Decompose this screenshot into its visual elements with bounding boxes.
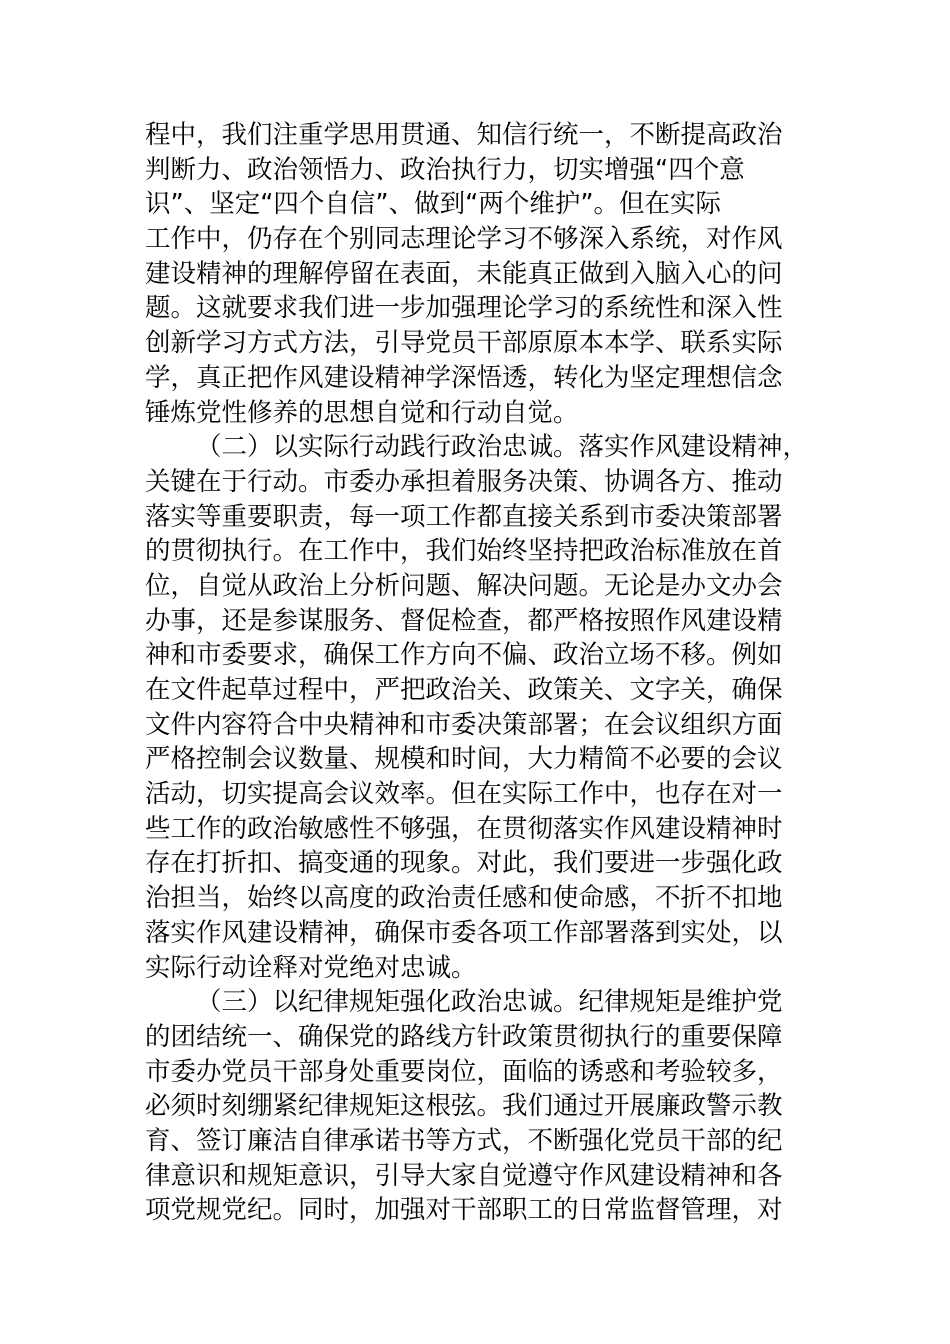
text-line: 严格控制会议数量、规模和时间，大力精简不必要的会议 [145, 744, 783, 775]
text-line: 律意识和规矩意识，引导大家自觉遵守作风建设精神和各 [145, 1160, 783, 1191]
text-line: 位，自觉从政治上分析问题、解决问题。无论是办文办会 [145, 570, 783, 601]
text-line: 活动，切实提高会议效率。但在实际工作中，也存在对一 [145, 779, 783, 810]
text-line: 工作中，仍存在个别同志理论学习不够深入系统，对作风 [145, 224, 783, 255]
text-line: 落实作风建设精神，确保市委各项工作部署落到实处，以 [145, 917, 783, 948]
text-line: 必须时刻绷紧纪律规矩这根弦。我们通过开展廉政警示教 [145, 1091, 783, 1122]
text-line: 的贯彻执行。在工作中，我们始终坚持把政治标准放在首 [145, 536, 783, 567]
text-line: 识”、坚定“四个自信”、做到“两个维护”。但在实际 [145, 189, 722, 220]
text-line: 程中，我们注重学思用贯通、知信行统一，不断提高政治 [145, 120, 783, 150]
text-line: 落实等重要职责，每一项工作都直接关系到市委决策部署 [145, 501, 783, 532]
text-line: 治担当，始终以高度的政治责任感和使命感，不折不扣地 [145, 883, 783, 914]
text-line: 市委办党员干部身处重要岗位，面临的诱惑和考验较多， [145, 1056, 783, 1087]
text-line: 学，真正把作风建设精神学深悟透，转化为坚定理想信念 [145, 362, 783, 393]
text-line: 神和市委要求，确保工作方向不偏、政治立场不移。例如 [145, 640, 783, 671]
text-line: 建设精神的理解停留在表面，未能真正做到入脑入心的问 [145, 258, 783, 289]
body-text [145, 118, 835, 1228]
section-heading-line: （三）以纪律规矩强化政治忠诚。纪律规矩是维护党 [196, 987, 783, 1018]
text-line: 锤炼党性修养的思想自觉和行动自觉。 [145, 397, 579, 428]
text-line: 文件内容符合中央精神和市委决策部署；在会议组织方面 [145, 709, 783, 740]
text-line: 判断力、政治领悟力、政治执行力，切实增强“四个意 [145, 154, 745, 185]
text-line: 办事，还是参谋服务、督促检查，都严格按照作风建设精 [145, 605, 783, 636]
text-line: 些工作的政治敏感性不够强，在贯彻落实作风建设精神时 [145, 813, 783, 844]
text-line: 的团结统一、确保党的路线方针政策贯彻执行的重要保障 [145, 1021, 783, 1052]
text-line: 存在打折扣、搞变通的现象。对此，我们要进一步强化政 [145, 848, 783, 879]
text-line: 题。这就要求我们进一步加强理论学习的系统性和深入性 [145, 293, 783, 324]
section-heading-line: （二）以实际行动践行政治忠诚。落实作风建设精神， [196, 432, 809, 463]
text-line: 育、签订廉洁自律承诺书等方式，不断强化党员干部的纪 [145, 1125, 783, 1156]
text-line: 项党规党纪。同时，加强对干部职工的日常监督管理，对 [145, 1195, 783, 1226]
text-line: 在文件起草过程中，严把政治关、政策关、文字关，确保 [145, 675, 783, 705]
text-line: 创新学习方式方法，引导党员干部原原本本学、联系实际 [145, 328, 783, 359]
text-line: 实际行动诠释对党绝对忠诚。 [145, 952, 477, 983]
text-line: 关键在于行动。市委办承担着服务决策、协调各方、推动 [145, 466, 783, 497]
